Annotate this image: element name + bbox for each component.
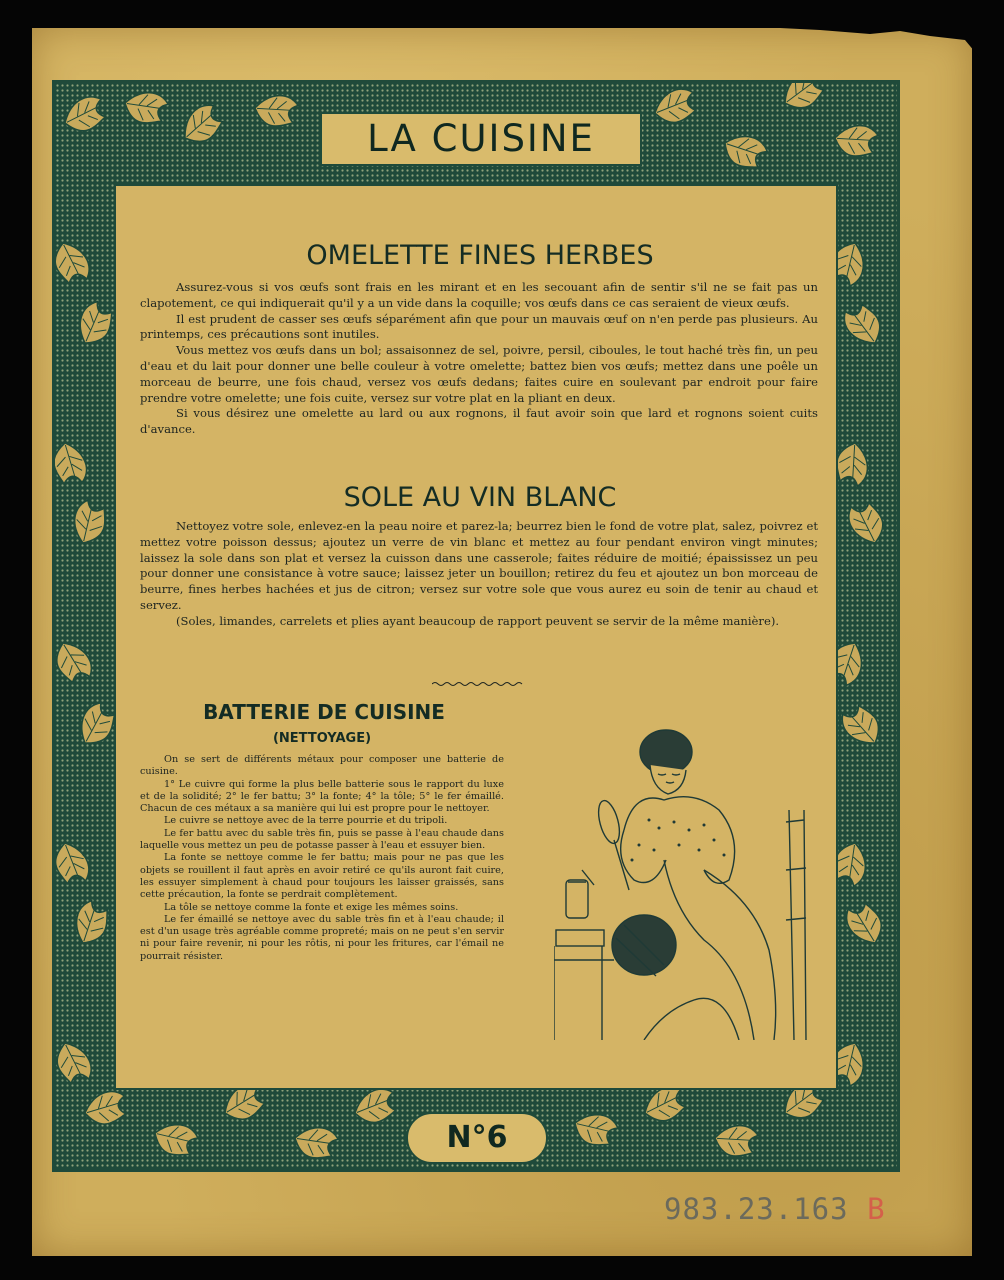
torn-corner-icon	[780, 28, 980, 58]
omelette-text	[140, 280, 818, 438]
omelette-paragraph: Assurez-vous si vos œufs sont frais en les mirant et en les secouant afin de sentir s'il ne se fait pas un clapotement, ce qui indiquerait qu'il y a un vide dans la coquille; vos œufs dans ce cas seraient de vieux œufs.	[140, 280, 818, 310]
batterie-text	[140, 754, 504, 963]
batterie-paragraph: 1° Le cuivre qui forme la plus belle batterie sous le rapport du luxe et de la solidité; 2° le fer battu; 3° la fonte; 4° la tôle; 5° le fer émaillé. Chacun de ces métaux a sa manière qui lui est propre pour le nettoyer.	[140, 778, 504, 815]
omelette-paragraph: Vous mettez vos œufs dans un bol; assaisonnez de sel, poivre, persil, ciboules, le tout haché très fin, un peu d'eau et du lait pour donner une belle couleur à votre omelette; battez bien vos œufs; mettez dans une poêle un morceau de beurre, une fois chaud, versez vos œufs dedans; faites cuire en soulevant par endroit pour faire prendre votre omelette; une fois cuite, versez sur votre plat en la pliant en deux.	[140, 343, 818, 405]
page-title: LA CUISINE	[367, 117, 595, 160]
accession-code: 983.23.163	[664, 1192, 849, 1226]
sole-text	[140, 519, 818, 630]
batterie-paragraph: La fonte se nettoye comme le fer battu; mais pour ne pas que les objets se rouillent il faut après en avoir retiré ce qu'ils auront fait cuire, les essuyer simplement à chaud pour toujours les laisser graissés, sans cette précaution, la fonte se perdrait complètement.	[140, 852, 504, 901]
woman-cleaning-cookware-icon	[554, 710, 822, 1040]
batterie-paragraph: Le cuivre se nettoye avec de la terre pourrie et du tripoli.	[164, 815, 448, 827]
sole-paragraph: Nettoyez votre sole, enlevez-en la peau noire et parez-la; beurrez bien le fond de votre plat, salez, poivrez et mettez votre poisson dessus; ajoutez un verre de vin blanc et mettez au four pendant environ vingt minutes; laissez la sole dans son plat et versez la cuisson dans une casserole; faites réduire de moitié; épaississez un peu pour donner une consistance à votre sauce; laissez jeter un bouillon; retirez du feu et ajoutez un bon morceau de beurre, fines herbes hachées et jus de citron; versez sur votre sole que vous aurez eu soin de tenir au chaud et servez.	[140, 519, 818, 612]
omelette-paragraph: Il est prudent de casser ses œufs séparément afin que pour un mauvais œuf on n'en perde pas plusieurs. Au printemps, ces précautions sont inutiles.	[140, 311, 818, 342]
issue-number: N°6	[446, 1120, 508, 1155]
accession-mark: B	[867, 1192, 886, 1226]
header-title-box	[320, 112, 642, 166]
section-title-batterie: BATTERIE DE CUISINE	[203, 700, 445, 724]
issue-number-box	[406, 1112, 548, 1164]
wavy-divider-icon	[432, 681, 524, 687]
section-title-omelette: OMELETTE FINES HERBES	[306, 240, 654, 271]
sole-paragraph: (Soles, limandes, carrelets et plies ayant beaucoup de rapport peuvent se servir de la même manière).	[176, 613, 780, 628]
section-subtitle-nettoyage: (NETTOYAGE)	[272, 731, 372, 746]
section-title-sole: SOLE AU VIN BLANC	[343, 482, 617, 513]
batterie-paragraph: Le fer émaillé se nettoye avec du sable très fin et à l'eau chaude; il est d'un usage très agréable comme propreté; mais on ne peut s'en servir ni pour faire revenir, ni pour les rôtis, ni pour les fritures, car l'émail ne pourrait résister.	[140, 913, 504, 962]
batterie-paragraph: On se sert de différents métaux pour composer une batterie de cuisine.	[140, 754, 504, 778]
accession-number	[664, 1192, 886, 1226]
batterie-paragraph: Le fer battu avec du sable très fin, puis se passe à l'eau chaude dans laquelle vous mettez un peu de potasse passer à l'eau et essuyer bien.	[140, 827, 504, 852]
batterie-paragraph: La tôle se nettoye comme la fonte et exige les mêmes soins.	[164, 901, 459, 913]
omelette-paragraph: Si vous désirez une omelette au lard ou aux rognons, il faut avoir soin que lard et rognons soient cuits d'avance.	[140, 406, 818, 437]
